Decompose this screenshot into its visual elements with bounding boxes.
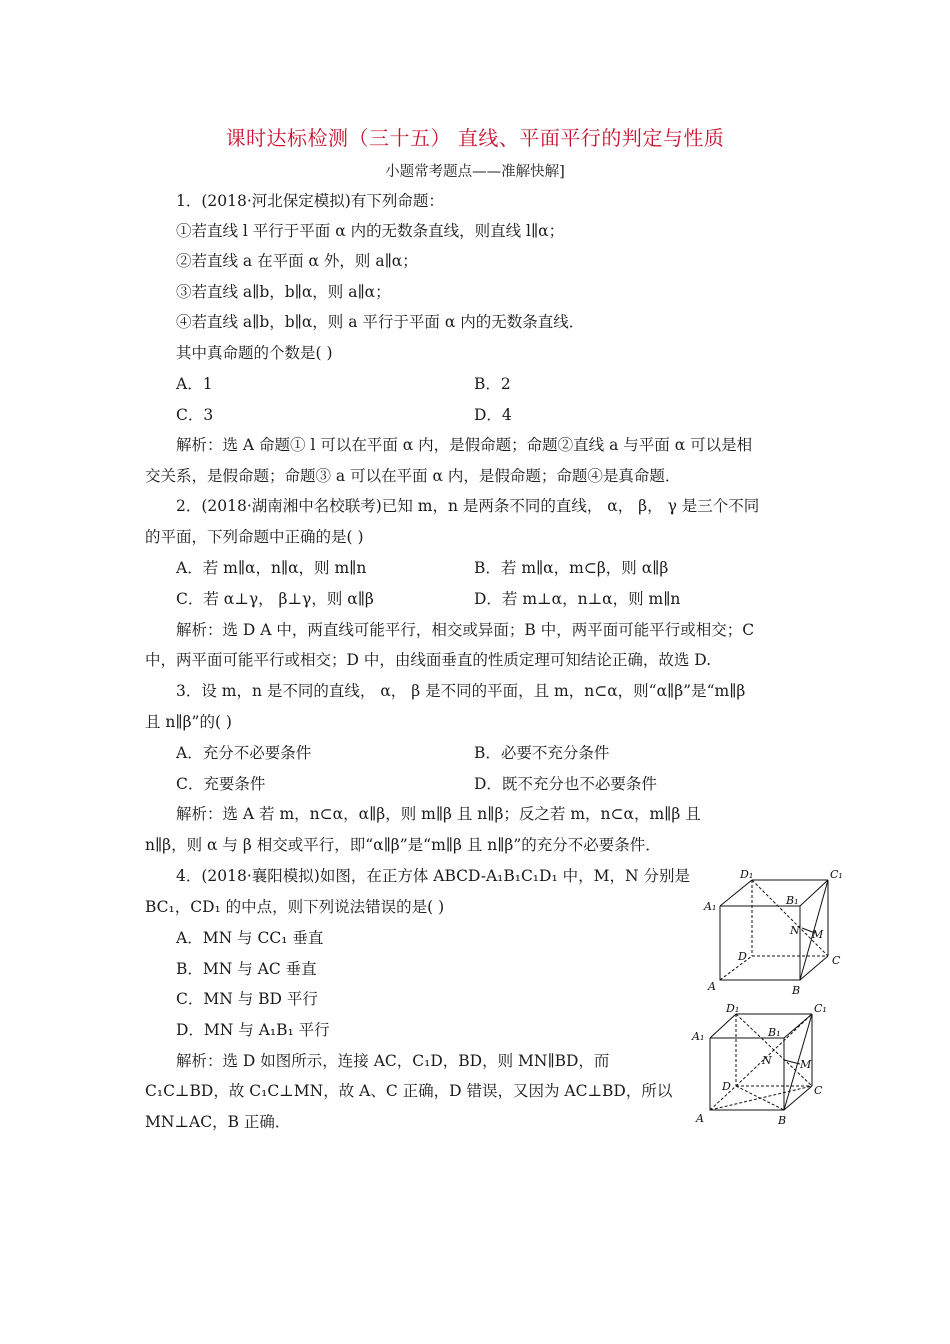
q1-option-d: D．4 [474, 406, 512, 424]
q1-stem: 1．(2018·河北保定模拟)有下列命题： [176, 192, 444, 210]
q2-stem-line-1: 2．(2018·湖南湘中名校联考)已知 m，n 是两条不同的直线， α， β， γ 是三个不同 [176, 497, 760, 515]
q3-solution-line-2: n∥β，则 α 与 β 相交或平行，即“α∥β”是“m∥β 且 n∥β”的充分不必要条件． [145, 836, 661, 854]
q3-option-a: A．充分不必要条件 [176, 744, 312, 762]
q4-option-b: B．MN 与 AC 垂直 [176, 960, 317, 978]
cube-figure-1 [700, 868, 850, 998]
q1-proposition-1: ①若直线 l 平行于平面 α 内的无数条直线，则直线 l∥α； [176, 222, 565, 240]
fig1-label-a1: A₁ [704, 900, 717, 913]
q1-solution-line-1: 解析：选 A 命题① l 可以在平面 α 内，是假命题；命题②直线 a 与平面 α 可以是相 [176, 436, 753, 454]
fig2-label-a1: A₁ [692, 1030, 705, 1043]
q2-option-b: B．若 m∥α，m⊂β，则 α∥β [474, 559, 669, 577]
q3-option-b: B．必要不充分条件 [474, 744, 610, 762]
fig2-label-b: B [778, 1114, 787, 1127]
fig1-label-b: B [792, 984, 801, 997]
fig2-label-d1: D₁ [726, 1002, 740, 1015]
fig2-label-b1: B₁ [768, 1026, 781, 1039]
q4-option-c: C．MN 与 BD 平行 [176, 990, 318, 1008]
q2-option-d: D．若 m⊥α，n⊥α，则 m∥n [474, 590, 681, 608]
q4-option-a: A．MN 与 CC₁ 垂直 [176, 929, 324, 947]
fig2-label-a: A [696, 1112, 704, 1125]
fig2-label-d: D [722, 1080, 731, 1093]
q1-ask: 其中真命题的个数是( ) [176, 344, 333, 362]
fig1-label-n: N [790, 924, 800, 937]
q3-solution-line-1: 解析：选 A 若 m，n⊂α，α∥β，则 m∥β 且 n∥β；反之若 m，n⊂α，m∥β 且 [176, 805, 701, 823]
section-subtitle: 小题常考题点——准解快解] [385, 164, 565, 180]
fig2-label-c: C [814, 1084, 823, 1097]
q3-stem-line-2: 且 n∥β”的( ) [145, 713, 232, 731]
q1-option-a: A．1 [176, 375, 213, 393]
fig1-label-b1: B₁ [786, 894, 799, 907]
q4-option-d: D．MN 与 A₁B₁ 平行 [176, 1021, 330, 1039]
q1-option-c: C．3 [176, 406, 214, 424]
page-title: 课时达标检测（三十五） 直线、平面平行的判定与性质 [225, 126, 725, 150]
q3-stem-line-1: 3．设 m，n 是不同的直线， α， β 是不同的平面，且 m，n⊂α，则“α∥β”是“m∥β [176, 682, 746, 700]
q1-option-b: B．2 [474, 375, 511, 393]
fig1-label-c: C [832, 954, 841, 967]
q1-proposition-3: ③若直线 a∥b，b∥α，则 a∥α； [176, 283, 391, 301]
fig2-label-n: N [762, 1054, 772, 1067]
q2-solution-line-1: 解析：选 D A 中，两直线可能平行，相交或异面；B 中，两平面可能平行或相交；C [176, 621, 755, 639]
q1-solution-line-2: 交关系，是假命题；命题③ a 可以在平面 α 内，是假命题；命题④是真命题． [145, 467, 681, 485]
fig2-label-m: M [800, 1058, 812, 1071]
q4-solution-line-2: C₁C⊥BD，故 C₁C⊥MN，故 A、C 正确，D 错误，又因为 AC⊥BD，所以 [145, 1082, 673, 1100]
cube-figure-2 [688, 1000, 838, 1130]
q1-proposition-2: ②若直线 a 在平面 α 外，则 a∥α； [176, 252, 418, 270]
q2-stem-line-2: 的平面，下列命题中正确的是( ) [145, 528, 364, 546]
q4-stem-line-1: 4．(2018·襄阳模拟)如图，在正方体 ABCD-A₁B₁C₁D₁ 中，M，N 分别是 [176, 867, 690, 885]
fig2-label-c1: C₁ [814, 1002, 827, 1015]
fig1-label-a: A [708, 980, 716, 993]
q4-solution-line-3: MN⊥AC，B 正确． [145, 1113, 291, 1131]
q3-option-d: D．既不充分也不必要条件 [474, 775, 657, 793]
q2-option-a: A．若 m∥α，n∥α，则 m∥n [176, 559, 367, 577]
fig1-label-d: D [738, 950, 747, 963]
q3-option-c: C．充要条件 [176, 775, 266, 793]
q1-proposition-4: ④若直线 a∥b，b∥α，则 a 平行于平面 α 内的无数条直线． [176, 313, 585, 331]
q2-option-c: C．若 α⊥γ， β⊥γ，则 α∥β [176, 590, 374, 608]
fig1-label-m: M [812, 928, 824, 941]
q4-stem-line-2: BC₁，CD₁ 的中点，则下列说法错误的是( ) [145, 898, 445, 916]
q4-solution-line-1: 解析：选 D 如图所示，连接 AC，C₁D，BD，则 MN∥BD，而 [176, 1052, 610, 1070]
fig1-label-d1: D₁ [740, 868, 754, 881]
q2-solution-line-2: 中，两平面可能平行或相交；D 中，由线面垂直的性质定理可知结论正确，故选 D. [145, 651, 712, 669]
fig1-label-c1: C₁ [830, 868, 843, 881]
